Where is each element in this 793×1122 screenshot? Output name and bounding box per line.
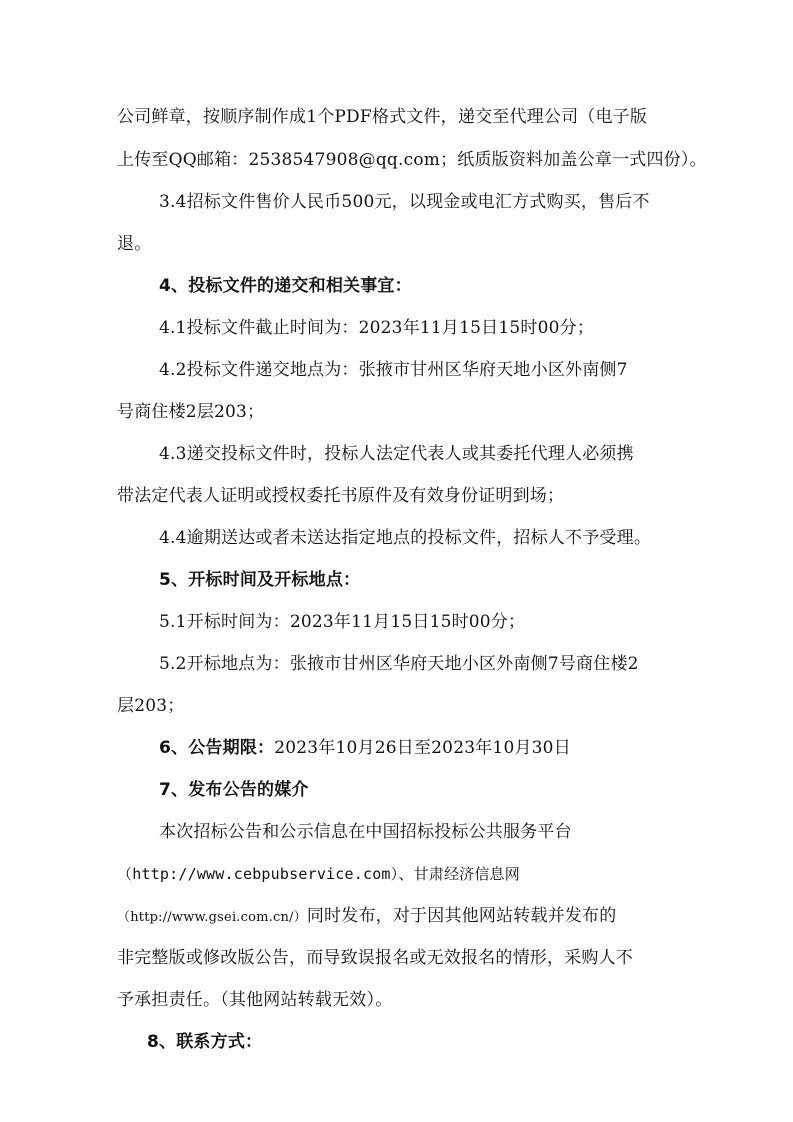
para-4-3-line-2: 带法定代表人证明或授权委托书原件及有效身份证明到场； [117, 486, 565, 506]
section-heading-6 [159, 737, 571, 759]
para-7-line-3 [117, 905, 616, 929]
para-seal-line-1: 公司鲜章，按顺序制作成1个PDF格式文件，递交至代理公司（电子版 [117, 107, 648, 127]
para-5-2-line-2: 层203； [117, 696, 185, 716]
para-4-2-line-1: 4.2投标文件递交地点为：张掖市甘州区华府天地小区外南侧7 [159, 360, 628, 380]
para-5-2-line-1: 5.2开标地点为：张掖市甘州区华府天地小区外南侧7号商住楼2 [159, 654, 639, 674]
section-heading-8: 8、联系方式： [147, 1032, 263, 1052]
para-7-line-1: 本次招标公告和公示信息在中国招标投标公共服务平台 [159, 822, 572, 842]
para-4-3-line-1: 4.3递交投标文件时，投标人法定代表人或其委托代理人必须携 [159, 444, 634, 464]
para-7-line-4: 非完整版或修改版公告，而导致误报名或无效报名的情形，采购人不 [117, 948, 633, 968]
heading-6-label: 6、公告期限： [159, 738, 275, 758]
para-4-4: 4.4逾期送达或者未送达指定地点的投标文件，招标人不予受理。 [159, 528, 652, 548]
heading-6-text: 2023年10月26日至2023年10月30日 [274, 738, 571, 758]
gsei-url: （http://www.gsei.com.cn/） [117, 910, 307, 925]
para-price-line-2: 退。 [117, 234, 152, 254]
para-4-1: 4.1投标文件截止时间为：2023年11月15日15时00分； [159, 318, 595, 338]
para-5-1: 5.1开标时间为：2023年11月15日15时00分； [159, 612, 526, 632]
para-4-2-line-2: 号商住楼2层203； [117, 402, 265, 422]
para-price-line-1: 3.4招标文件售价人民币500元，以现金或电汇方式购买，售后不 [159, 192, 650, 212]
para-7-line-5: 予承担责任。（其他网站转载无效）。 [117, 990, 393, 1010]
section-heading-5: 5、开标时间及开标地点： [159, 570, 361, 590]
para-7-line-3-text: 同时发布，对于因其他网站转载并发布的 [306, 906, 617, 926]
para-seal-line-2: 上传至QQ邮箱：2538547908@qq.com；纸质版资料加盖公章一式四份）。 [117, 150, 707, 170]
section-heading-4: 4、投标文件的递交和相关事宜： [159, 276, 412, 296]
para-7-line-2: （http://www.cebpubservice.com）、甘肃经济信息网 [117, 865, 520, 883]
section-heading-7: 7、发布公告的媒介 [159, 780, 309, 800]
